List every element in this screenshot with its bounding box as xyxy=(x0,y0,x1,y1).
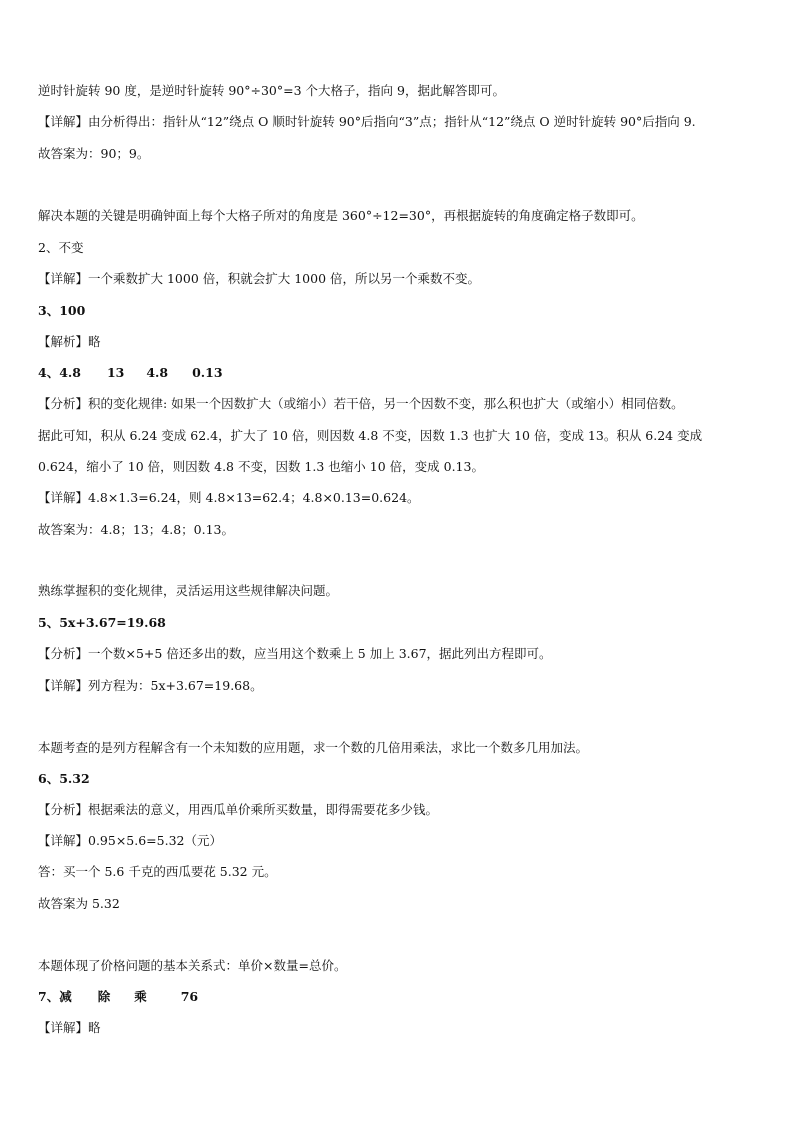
question-4-answer xyxy=(38,365,223,381)
line-20: 【分析】根据乘法的意义，用西瓜单价乘所买数量，即得需要花多少钱。 xyxy=(38,802,439,817)
line-3: 故答案为：90；9。 xyxy=(38,146,150,161)
line-11: 0.624，缩小了 10 倍，则因数 4.8 不变，因数 1.3 也缩小 10 倍，变成 0.13。 xyxy=(38,459,484,474)
line-1: 逆时针旋转 90 度，是逆时针旋转 90°÷30°=3 个大格子，指向 9，据此解答即可。 xyxy=(38,83,505,98)
line-9: 【分析】积的变化规律: 如果一个因数扩大（或缩小）若干倍，另一个因数不变，那么积也扩大（或缩小）相同倍数。 xyxy=(38,396,684,411)
q7-part-4: 76 xyxy=(180,989,199,1004)
question-7-answer xyxy=(38,989,198,1005)
q4-part-4: 0.13 xyxy=(192,365,223,380)
line-23: 故答案为 5.32 xyxy=(38,896,120,911)
line-13: 故答案为：4.8；13；4.8；0.13。 xyxy=(38,522,234,537)
line-8: 【解析】略 xyxy=(38,334,101,349)
line-22: 答：买一个 5.6 千克的西瓜要花 5.32 元。 xyxy=(38,864,277,879)
question-2-answer: 2、不变 xyxy=(38,240,84,255)
line-17: 【详解】列方程为：5x+3.67=19.68。 xyxy=(38,678,263,693)
q7-part-2: 除 xyxy=(97,989,111,1004)
line-2: 【详解】由分析得出：指针从“12”绕点 O 顺时针旋转 90°后指向“3”点；指针从“12”绕点 O 逆时针旋转 90°后指向 9. xyxy=(38,114,696,129)
line-12: 【详解】4.8×1.3=6.24，则 4.8×13=62.4；4.8×0.13=0.624。 xyxy=(38,490,420,505)
line-4: 解决本题的关键是明确钟面上每个大格子所对的角度是 360°÷12=30°，再根据旋转的角度确定格子数即可。 xyxy=(38,208,644,223)
question-3-answer: 3、100 xyxy=(38,303,86,318)
line-14: 熟练掌握积的变化规律，灵活运用这些规律解决问题。 xyxy=(38,583,339,598)
line-16: 【分析】一个数×5+5 倍还多出的数，应当用这个数乘上 5 加上 3.67，据此列出方程即可。 xyxy=(38,646,552,661)
line-10: 据此可知，积从 6.24 变成 62.4，扩大了 10 倍，则因数 4.8 不变，因数 1.3 也扩大 10 倍，变成 13。积从 6.24 变成 xyxy=(38,428,703,443)
q7-part-3: 乘 xyxy=(134,989,147,1004)
q4-part-3: 4.8 xyxy=(146,365,169,380)
line-21: 【详解】0.95×5.6=5.32（元） xyxy=(38,833,222,848)
line-24: 本题体现了价格问题的基本关系式：单价×数量=总价。 xyxy=(38,958,347,973)
q7-part-1: 7、减 xyxy=(38,989,72,1004)
q4-part-1: 4、4.8 xyxy=(38,365,81,380)
line-25: 【详解】略 xyxy=(38,1020,101,1035)
line-18: 本题考查的是列方程解含有一个未知数的应用题，求一个数的几倍用乘法，求比一个数多几用加法。 xyxy=(38,740,589,755)
question-5-answer: 5、5x+3.67=19.68 xyxy=(38,615,166,630)
q4-part-2: 13 xyxy=(106,365,125,380)
line-6: 【详解】一个乘数扩大 1000 倍，积就会扩大 1000 倍，所以另一个乘数不变。 xyxy=(38,271,481,286)
question-6-answer: 6、5.32 xyxy=(38,771,90,786)
